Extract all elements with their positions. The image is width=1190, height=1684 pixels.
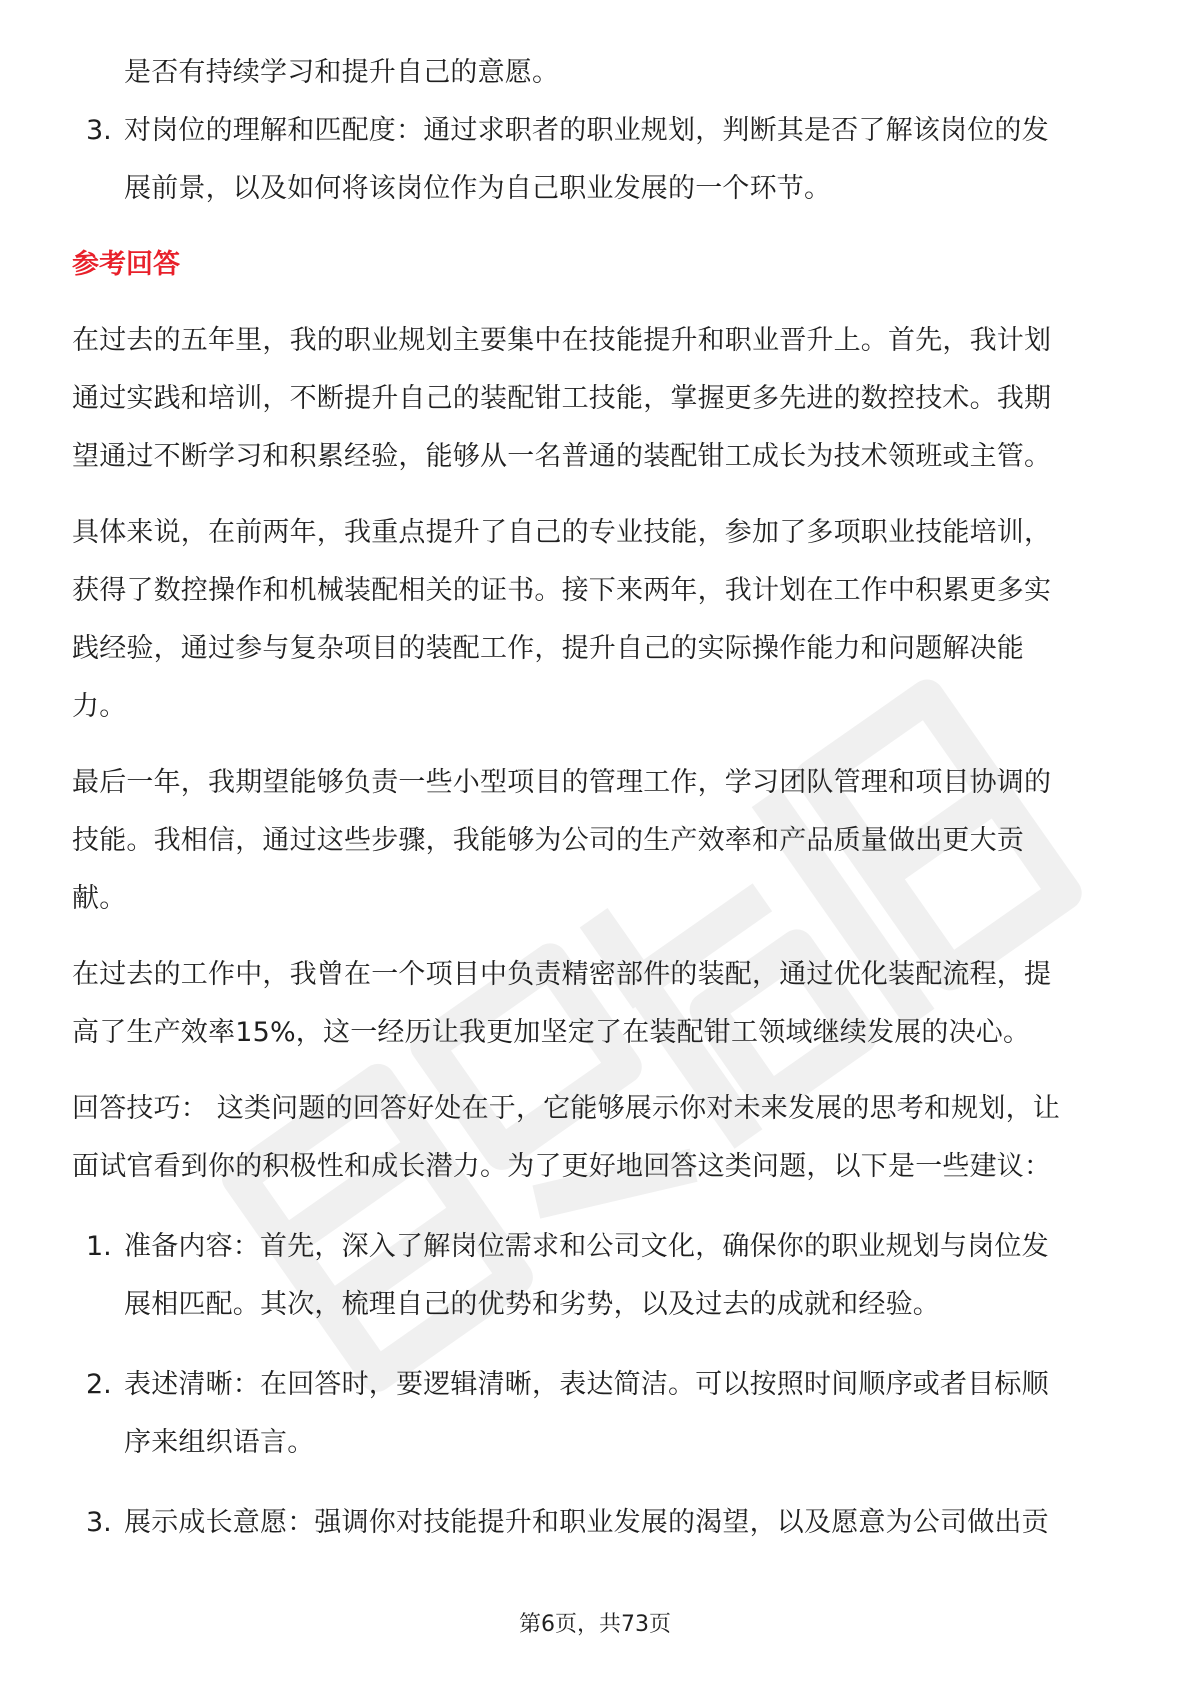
criteria-list-item-3 <box>72 102 1132 218</box>
paragraph-line: 技能。我相信，通过这些步骤，我能够为公司的生产效率和产品质量做出更大贡 <box>72 825 1024 856</box>
paragraph-line: 高了生产效率15%，这一经历让我更加坚定了在装配钳工领域继续发展的决心。 <box>72 1017 1031 1048</box>
list-item-line: 展示成长意愿：强调你对技能提升和职业发展的渴望，以及愿意为公司做出贡 <box>124 1507 1049 1538</box>
list-item-line: 准备内容：首先，深入了解岗位需求和公司文化，确保你的职业规划与岗位发 <box>124 1231 1049 1262</box>
paragraph-line: 力。 <box>72 691 127 722</box>
answer-paragraph <box>72 946 1132 1062</box>
list-number: 1. <box>86 1231 112 1262</box>
page-number-footer: 第6页，共73页 <box>519 1612 671 1637</box>
answer-tips-paragraph <box>72 1080 1132 1196</box>
paragraph-line: 最后一年，我期望能够负责一些小型项目的管理工作，学习团队管理和项目协调的 <box>72 767 1052 798</box>
list-item-line: 表述清晰：在回答时，要逻辑清晰，表达简洁。可以按照时间顺序或者目标顺 <box>124 1369 1049 1400</box>
paragraph-line: 通过实践和培训，不断提升自己的装配钳工技能，掌握更多先进的数控技术。我期 <box>72 383 1052 414</box>
reference-answer-heading: 参考回答 <box>72 249 180 280</box>
answer-paragraph <box>72 312 1132 486</box>
answer-paragraph <box>72 504 1132 736</box>
paragraph-line: 具体来说，在前两年，我重点提升了自己的专业技能，参加了多项职业技能培训， <box>72 517 1052 548</box>
paragraph-line: 献。 <box>72 883 127 914</box>
list-item-line: 展前景，以及如何将该岗位作为自己职业发展的一个环节。 <box>124 173 832 204</box>
paragraph-line: 获得了数控操作和机械装配相关的证书。接下来两年，我计划在工作中积累更多实 <box>72 575 1052 606</box>
list-number: 3. <box>86 1507 112 1538</box>
paragraph-line: 在过去的五年里，我的职业规划主要集中在技能提升和职业晋升上。首先，我计划 <box>72 325 1052 356</box>
paragraph-line: 践经验，通过参与复杂项目的装配工作，提升自己的实际操作能力和问题解决能 <box>72 633 1024 664</box>
list-number: 3. <box>86 115 112 146</box>
tips-list-item-2 <box>72 1356 1132 1472</box>
list-item-line: 序来组织语言。 <box>124 1427 315 1458</box>
answer-paragraph <box>72 754 1132 928</box>
previous-item-continuation: 是否有持续学习和提升自己的意愿。 <box>124 57 560 88</box>
list-number: 2. <box>86 1369 112 1400</box>
paragraph-line: 望通过不断学习和积累经验，能够从一名普通的装配钳工成长为技术领班或主管。 <box>72 441 1052 472</box>
tips-list-item-3 <box>72 1494 1132 1552</box>
list-item-line: 对岗位的理解和匹配度：通过求职者的职业规划，判断其是否了解该岗位的发 <box>124 115 1049 146</box>
list-item-line: 展相匹配。其次，梳理自己的优势和劣势，以及过去的成就和经验。 <box>124 1289 940 1320</box>
document-page <box>72 44 1132 1552</box>
paragraph-line: 面试官看到你的积极性和成长潜力。为了更好地回答这类问题，以下是一些建议： <box>72 1151 1052 1182</box>
paragraph-line: 回答技巧： 这类问题的回答好处在于，它能够展示你对未来发展的思考和规划，让 <box>72 1093 1060 1124</box>
tips-list-item-1 <box>72 1218 1132 1334</box>
paragraph-line: 在过去的工作中，我曾在一个项目中负责精密部件的装配，通过优化装配流程，提 <box>72 959 1052 990</box>
